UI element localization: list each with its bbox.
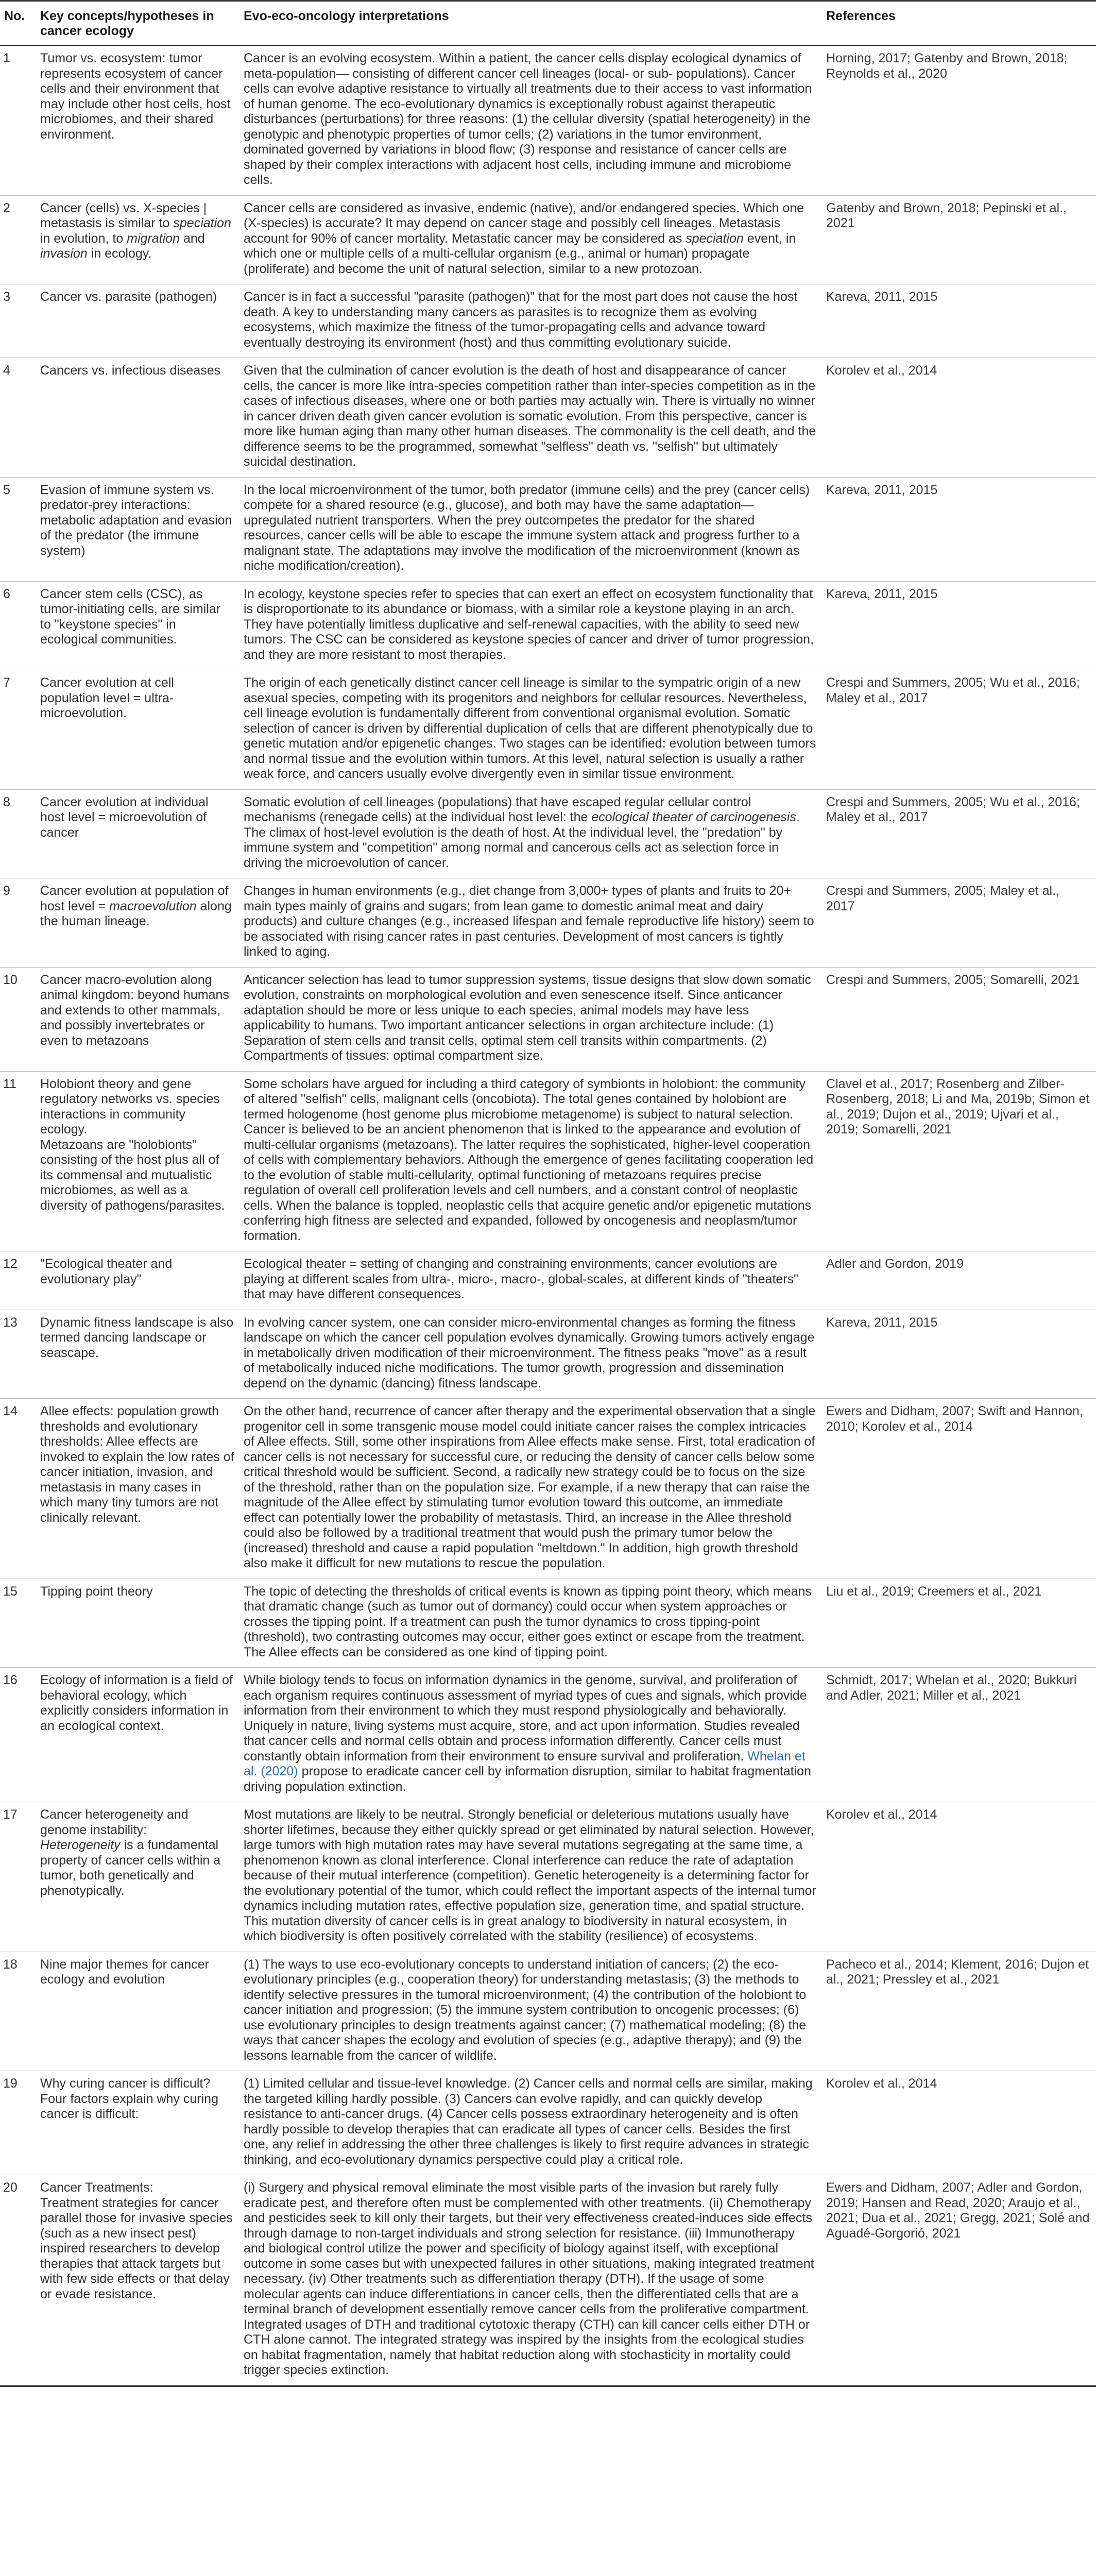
cell-text: Most mutations are likely to be neutral. Strongly beneficial or deleterious mutations usually have shorter lifetimes, because they either quickly spread or get eliminated by natural selection. However, large tumors with high mutation rates may have several mutations segregating at the same time, a phenomenon known as clonal interference. Clonal interference can reduce the rate of adaptation because of their mutual interference (competition). Genetic heterogeneity is a determining factor for the evolutionary potential of the tumor, which could reflect the important aspects of the internal tumor dynamics including mutation rates, effective population size, generation time, and spatial structure. This mutation diversity of cancer cells is in great analogy to biodiversity in natural ecosystem, in which biodiversity is often positively correlated with the stability (resilience) of ecosystems. xyxy=(244,1807,816,1943)
header-no: No. xyxy=(0,1,36,46)
table-row xyxy=(0,789,1096,878)
table-row xyxy=(0,2175,1096,2386)
table-row xyxy=(0,967,1096,1071)
interpretation-cell xyxy=(239,1668,822,1802)
key-concept-cell xyxy=(36,670,239,790)
key-concept-cell xyxy=(36,45,239,195)
cell-text: (i) Surgery and physical removal eliminate the most visible parts of the invasion but rarely fully eradicate pest, and therefore often must be complemented with other treatments. (ii) Chemotherapy and pesticides seek to kill only their targets, but their very effectiveness created-induces side effects through damage to non-target individuals and strong selection for resistance. (iii) Immunotherapy and biological control utilize the power and specificity of biology against itself, with exceptional outcome in some cases but with unexpected failures in other situations, making integrated treatment necessary. (iv) Other treatments such as differentiation therapy (DTH). If the usage of some molecular agents can induce differentiations in cancer cells, then the differentiated cells that are a terminal branch of development essentially remove cancer cells from the proliferative compartment. Integrated usages of DTH and traditional cytotoxic therapy (CTH) can kill cancer cells either DTH or CTH alone cannot. The integrated strategy was inspired by the insights from the ecological studies on habitat fragmentation, namely that habitat reduction along with stochasticity in mortality could trigger species extinction. xyxy=(244,2180,814,2377)
table-row xyxy=(0,477,1096,581)
cell-text: The topic of detecting the thresholds of critical events is known as tipping point theory, which means that dramatic change (such as tumor out of dormancy) could occur when system approaches or crosses the tipping point. If a treatment can push the tumor dynamics to cross tipping-point (threshold), two contrasting outcomes may occur, either goes extinct or escape from the treatment. The Allee effects can be considered as one kind of tipping point. xyxy=(244,1584,812,1659)
cell-text: Cancer evolution at population of host level = xyxy=(40,884,229,913)
cell-text: is a fundamental property of cancer cells within a tumor, both genetically and phenotypically. xyxy=(40,1838,221,1898)
cell-text: in ecology. xyxy=(87,246,152,261)
table-row xyxy=(0,1310,1096,1399)
header-key-concepts: Key concepts/hypotheses in cancer ecology xyxy=(36,1,239,46)
interpretation-cell xyxy=(239,2175,822,2386)
row-number: 7 xyxy=(0,670,36,790)
cell-text: . The climax of host-level evolution is the death of host. At the individual level, the "predation" by immune system and "competition" among normal and cancerous cells act as selection force in driving the microevolution of cancer. xyxy=(244,810,800,870)
references-cell: Korolev et al., 2014 xyxy=(822,358,1096,478)
row-number: 14 xyxy=(0,1399,36,1579)
references-cell: Korolev et al., 2014 xyxy=(822,1802,1096,1952)
references-cell: Liu et al., 2019; Creemers et al., 2021 xyxy=(822,1579,1096,1668)
references-cell: Schmidt, 2017; Whelan et al., 2020; Bukkuri and Adler, 2021; Miller et al., 2021 xyxy=(822,1668,1096,1802)
cell-text: Cancer is an evolving ecosystem. Within a patient, the cancer cells display ecological dynamics of meta-population— consisting of different cancer cell lineages (local- or sub- populations). Cancer cells can evolve adaptive resistance to virtually all treatments due to their access to vast information of human genome. The eco-evolutionary dynamics is exceptionally robust against therapeutic disturbances (perturbations) for three reasons: (1) the cellular diversity (spatial heterogeneity) in the genotypic and phenotypic properties of tumor cells; (2) variations in the tumor environment, dominated governed by variations in blood flow; (3) response and resistance of cancer cells are shaped by their complex interactions with adjacent host cells, including immune and microbiome cells. xyxy=(244,51,812,187)
interpretation-cell xyxy=(239,1310,822,1399)
key-concept-cell xyxy=(36,1668,239,1802)
cell-text: Somatic evolution of cell lineages (populations) that have escaped regular cellular control mechanisms (renegade cells) at the individual host level: the xyxy=(244,794,751,824)
references-cell: Kareva, 2011, 2015 xyxy=(822,284,1096,358)
table-row xyxy=(0,1802,1096,1952)
references-cell: Ewers and Didham, 2007; Swift and Hannon, 2010; Korolev et al., 2014 xyxy=(822,1399,1096,1579)
row-number: 20 xyxy=(0,2175,36,2386)
row-number: 11 xyxy=(0,1071,36,1251)
cell-text: In evolving cancer system, one can consider micro-environmental changes as forming the fitness landscape on which the cancer cell population evolves dynamically. Growing tumors actively engage in metabolically driven modification of their microenvironment. The fitness peaks "move" as a result of metabolically induced niche modifications. The tumor growth, progression and dissemination depend on the dynamic (dancing) fitness landscape. xyxy=(244,1315,815,1391)
references-cell: Crespi and Summers, 2005; Wu et al., 2016; Maley et al., 2017 xyxy=(822,670,1096,790)
interpretation-cell xyxy=(239,358,822,478)
cell-text: Cancer evolution at cell population level = ultra-microevolution. xyxy=(40,675,174,720)
key-concept-cell xyxy=(36,581,239,670)
table-row xyxy=(0,878,1096,968)
cell-text: Some scholars have argued for including a third category of symbionts in holobiont: the community of altered "selfish" cells, malignant cells (oncobiota). The total genes contained by holobiont are termed hologenome (host genome plus microbiome metagenome) is subject to natural selection. Cancer is believed to be an ancient phenomenon that is linked to the appearance and evolution of multi-cellular organisms (metazoans). The latter requires the sophisticated, higher-level cooperation of cells with complementary behaviors. Although the emergence of genes facilitating cooperation led to the evolution of stable multi-cellularity, optimal functioning of metazoans requires precise regulation of overall cell proliferation levels and cell numbers, and a constant control of neoplastic cells. When the balance is toppled, neoplastic cells that acquire genetic and/or epigenetic mutations conferring high fitness are selected and expanded, followed by oncogenesis and neoplasm/tumor formation. xyxy=(244,1076,814,1243)
row-number: 18 xyxy=(0,1952,36,2071)
references-cell: Crespi and Summers, 2005; Wu et al., 2016; Maley et al., 2017 xyxy=(822,789,1096,878)
interpretation-cell xyxy=(239,1399,822,1579)
row-number: 1 xyxy=(0,45,36,195)
cell-text: Cancer evolution at individual host level = microevolution of cancer xyxy=(40,794,209,840)
key-concept-cell xyxy=(36,1579,239,1668)
cell-text: Cancer Treatments: Treatment strategies for cancer parallel those for invasive species (such as a new insect pest) inspired researchers to develop therapies that attack targets but with few side effects or that delay or evade resistance. xyxy=(40,2180,233,2301)
cell-text: Tumor vs. ecosystem: tumor represents ecosystem of cancer cells and their environment that may include other host cells, host microbiomes, and their shared environment. xyxy=(40,51,231,142)
interpretation-cell xyxy=(239,1579,822,1668)
row-number: 10 xyxy=(0,967,36,1071)
references-cell: Pacheco et al., 2014; Klement, 2016; Dujon et al., 2021; Pressley et al., 2021 xyxy=(822,1952,1096,2071)
header-references: References xyxy=(822,1,1096,46)
table-row xyxy=(0,2071,1096,2175)
table-row xyxy=(0,358,1096,478)
cell-text: While biology tends to focus on information dynamics in the genome, survival, and proliferation of each organism requires continuous assessment of myriad types of cues and signals, which provide information from their environment to which they must respond physiologically and behaviorally. Uniquely in nature, living systems must acquire, store, and act upon information. Studies revealed that cancer cells and normal cells obtain and process information differently. Cancer cells must constantly obtain information from their environment to ensure survival and proliferation. xyxy=(244,1673,807,1764)
references-cell: Kareva, 2011, 2015 xyxy=(822,581,1096,670)
interpretation-cell xyxy=(239,2071,822,2175)
cell-text: Nine major themes for cancer ecology and evolution xyxy=(40,1957,209,1987)
interpretation-cell xyxy=(239,1802,822,1952)
row-number: 8 xyxy=(0,789,36,878)
cell-text: Cancer stem cells (CSC), as tumor-initiating cells, are similar to "keystone species" in ecological communities. xyxy=(40,586,221,647)
table-header-row xyxy=(0,1,1096,46)
interpretation-cell xyxy=(239,1071,822,1251)
row-number: 16 xyxy=(0,1668,36,1802)
cell-text: propose to eradicate cancer cell by information disruption, similar to habitat fragmentation driving population extinction. xyxy=(244,1764,811,1794)
cell-text: "Ecological theater and evolutionary play" xyxy=(40,1257,173,1286)
row-number: 13 xyxy=(0,1310,36,1399)
row-number: 3 xyxy=(0,284,36,358)
table-row xyxy=(0,581,1096,670)
cell-text: (1) The ways to use eco-evolutionary concepts to understand initiation of cancers; (2) the eco-evolutionary principles (e.g., cooperation theory) for understanding metastasis; (3) the methods to identify selective pressures in the tumoral microenvironment; (4) the contribution of the holobiont to cancer initiation and progression; (5) the immune system contribution to oncogenic processes; (6) use evolutionary principles to design treatments against cancer; (7) mathematical modeling; (8) the ways that cancer shapes the ecology and evolution of species (e.g., adaptive therapy); and (9) the lessons learnable from the cancer of wildlife. xyxy=(244,1957,807,2063)
key-concept-cell xyxy=(36,284,239,358)
cell-text: speciation xyxy=(686,231,744,246)
key-concept-cell xyxy=(36,477,239,581)
references-cell: Kareva, 2011, 2015 xyxy=(822,1310,1096,1399)
interpretation-cell xyxy=(239,581,822,670)
cell-text: Tipping point theory xyxy=(40,1584,153,1599)
cell-text: Changes in human environments (e.g., diet change from 3,000+ types of plants and fruits to 20+ main types mainly of grains and sugars; from lean game to domestic animal meat and dairy products) and culture changes (e.g., increased lifespan and female reproductive life history) seem to be associated with rising cancer rates in past centuries. Development of most cancers is tightly linked to aging. xyxy=(244,884,814,959)
row-number: 2 xyxy=(0,195,36,284)
header-interpretations: Evo-eco-oncology interpretations xyxy=(239,1,822,46)
cell-text: Cancer heterogeneity and genome instability: xyxy=(40,1807,189,1837)
cell-text: invasion xyxy=(40,246,88,261)
cell-text: Given that the culmination of cancer evolution is the death of host and disappearance of cancer cells, the cancer is more like intra-species competition rather than inter-species competition as in the cases of infectious diseases, where one or both parties may actually win. There is virtually no winner in cancer driven death given cancer evolution is somatic evolution. From this perspective, cancer is more like human aging than many other human diseases. The commonality is the cell death, and the difference seems to be the programmed, somewhat "selfless" death vs. "selfish" but ultimately suicidal destination. xyxy=(244,363,816,469)
cell-text: The origin of each genetically distinct cancer cell lineage is similar to the sympatric origin of a new asexual species, competing with its progenitors and neighbors for cellular resources. Nevertheless, cell lineage evolution is fundamentally different from conventional organismal evolution. Somatic selection of cancer is driven by differential duplication of cells that are different phenotypically due to genetic mutation and/or epigenetic changes. Two stages can be identified: evolution between tumors and normal tissue and the evolution within tumors. At this level, natural selection is usually a rather weak force, and cancers usually evolve divergently even in similar tissue environment. xyxy=(244,675,816,781)
references-cell: Ewers and Didham, 2007; Adler and Gordon, 2019; Hansen and Read, 2020; Araujo et al., 2021; Dua et al., 2021; Gregg, 2021; Solé and Aguadé-Gorgorió, 2021 xyxy=(822,2175,1096,2386)
cell-text: On the other hand, recurrence of cancer after therapy and the experimental observation that a single progenitor cell in some transgenic mouse model could initiate cancer raises the complex intricacies of Allee effects. Still, some other inspirations from Allee effects make sense. First, total eradication of cancer cells is not necessary for successful cure, or reducing the density of cancer cells below some critical threshold would be sufficient. Second, a radically new strategy could be to focus on the size of the threshold, rather than on the population size. For example, if a new therapy that can raise the magnitude of the Allee effect by stimulating tumor evolution toward this outcome, an immediate effect can potentially lower the probability of metastasis. Third, an increase in the Allee threshold could also be followed by a traditional treatment that would push the primary tumor below the (increased) threshold and cause a rapid population "meltdown." In addition, high growth threshold also make it difficult for new mutations to rescue the population. xyxy=(244,1404,816,1570)
key-concept-cell xyxy=(36,878,239,968)
table-row xyxy=(0,1399,1096,1579)
cell-text: along the human lineage. xyxy=(40,899,232,928)
key-concept-cell xyxy=(36,1802,239,1952)
row-number: 6 xyxy=(0,581,36,670)
row-number: 17 xyxy=(0,1802,36,1952)
key-concept-cell xyxy=(36,789,239,878)
table-row xyxy=(0,284,1096,358)
key-concept-cell xyxy=(36,2175,239,2386)
interpretation-cell xyxy=(239,45,822,195)
cell-text: macroevolution xyxy=(109,899,197,913)
references-cell: Crespi and Summers, 2005; Maley et al., 2017 xyxy=(822,878,1096,968)
references-cell: Adler and Gordon, 2019 xyxy=(822,1251,1096,1310)
key-concept-cell xyxy=(36,358,239,478)
references-cell: Horning, 2017; Gatenby and Brown, 2018; Reynolds et al., 2020 xyxy=(822,45,1096,195)
table-row xyxy=(0,670,1096,790)
cell-text: Allee effects: population growth thresholds and evolutionary thresholds: Allee effects are invoked to explain the low rates of cancer initiation, invasion, and metastasis in many cases in which many tiny tumors are not clinically relevant. xyxy=(40,1404,234,1525)
references-cell: Clavel et al., 2017; Rosenberg and Zilber-Rosenberg, 2018; Li and Ma, 2019b; Simon et al., 2019; Dujon et al., 2019; Ujvari et al., 2019; Somarelli, 2021 xyxy=(822,1071,1096,1251)
interpretation-cell xyxy=(239,284,822,358)
cell-text: In the local microenvironment of the tumor, both predator (immune cells) and the prey (cancer cells) compete for a shared resource (e.g., glucose), and both may have the same adaptation—upregulated nutrient transporters. When the prey outcompetes the predator for the shared resources, cancer cells will be able to escape the immune system attack and progress further to a malignant state. The adaptations may involve the modification of the microenvironment (known as niche modification/creation). xyxy=(244,482,810,573)
cell-text: Holobiont theory and gene regulatory networks vs. species interactions in community ecology. Metazoans are "holobionts" consisting of the host plus all of its commensal and mutualistic microbiomes, as well as a diversity of pathogens/parasites. xyxy=(40,1076,225,1213)
key-concept-cell xyxy=(36,1251,239,1310)
key-concept-cell xyxy=(36,1071,239,1251)
table-row xyxy=(0,1579,1096,1668)
cell-text: Anticancer selection has lead to tumor suppression systems, tissue designs that slow down somatic evolution, constraints on morphological evolution and even senescence itself. Since anticancer adaptation should be more or less unique to each species, animal models may have less applicability to humans. Two important anticancer selections in organ architecture include: (1) Separation of stem cells and transit cells, optimal stem cell transits within compartments. (2) Compartments of tissues: optimal compartment size. xyxy=(244,972,811,1063)
key-concept-cell xyxy=(36,967,239,1071)
cell-text: ecological theater of carcinogenesis xyxy=(591,810,796,824)
key-concept-cell xyxy=(36,1399,239,1579)
table-row xyxy=(0,195,1096,284)
references-cell: Kareva, 2011, 2015 xyxy=(822,477,1096,581)
table-row xyxy=(0,45,1096,195)
cell-text: speciation xyxy=(173,216,231,230)
cell-text: in evolution, to xyxy=(40,231,127,246)
cell-text: Cancer (cells) vs. X-species | metastasis is similar to xyxy=(40,200,207,230)
row-number: 15 xyxy=(0,1579,36,1668)
cell-text: Cancer cells are considered as invasive, endemic (native), and/or endangered species. Which one (X-species) is accurate? It may depend on cancer stage and possibly cell lineages. Metastasis account for 90% of cancer mortality. Metastatic cancer may be considered as xyxy=(244,200,804,246)
references-cell: Gatenby and Brown, 2018; Pepinski et al., 2021 xyxy=(822,195,1096,284)
table-row xyxy=(0,1071,1096,1251)
interpretation-cell xyxy=(239,670,822,790)
cell-text: Cancer macro-evolution along animal kingdom: beyond humans and extends to other mammals, and possibly invertebrates or even to metazoans xyxy=(40,972,229,1048)
references-cell: Crespi and Summers, 2005; Somarelli, 2021 xyxy=(822,967,1096,1071)
cell-text: Heterogeneity xyxy=(40,1838,121,1852)
cell-text: Cancers vs. infectious diseases xyxy=(40,363,221,378)
interpretation-cell xyxy=(239,967,822,1071)
interpretation-cell xyxy=(239,789,822,878)
row-number: 5 xyxy=(0,477,36,581)
interpretation-cell xyxy=(239,195,822,284)
table-row xyxy=(0,1668,1096,1802)
cell-text: Cancer is in fact a successful "parasite (pathogen)" that for the most part does not cause the host death. A key to understanding many cancers as parasites is to recognize them as evolving ecosystems, which maximize the fitness of the tumor-propagating cells and advance toward eventually destroying its environment (host) and thus committing evolutionary suicide. xyxy=(244,290,798,350)
row-number: 12 xyxy=(0,1251,36,1310)
cell-text: and xyxy=(180,231,205,246)
row-number: 19 xyxy=(0,2071,36,2175)
interpretation-cell xyxy=(239,1251,822,1310)
interpretation-cell xyxy=(239,477,822,581)
key-concept-cell xyxy=(36,2071,239,2175)
cell-text: (1) Limited cellular and tissue-level knowledge. (2) Cancer cells and normal cells are similar, making the targeted killing hardly possible. (3) Cancers can evolve rapidly, and can quickly develop resistance to anti-cancer drugs. (4) Cancer cells possess extraordinary heterogeneity and is often hardly possible to develop therapies that can eradicate all types of cancer cells. Besides the first one, any relief in addressing the other three challenges is likely to first require advances in strategic thinking, and eco-evolutionary dynamics perspective could play a critical role. xyxy=(244,2076,813,2167)
cell-text: Ecological theater = setting of changing and constraining environments; cancer evolutions are playing at different scales from ultra-, micro-, macro-, global-scales, at different kinds of "theaters" that may have different consequences. xyxy=(244,1257,799,1301)
row-number: 4 xyxy=(0,358,36,478)
table-row xyxy=(0,1251,1096,1310)
cell-text: Dynamic fitness landscape is also termed dancing landscape or seascape. xyxy=(40,1315,234,1360)
cell-text: event, in which one or multiple cells of a multi-cellular organism (e.g., animal or human) propagate (proliferate) and become the unit of natural selection, similar to a new protozoan. xyxy=(244,231,796,276)
cell-text: Ecology of information is a field of behavioral ecology, which explicitly considers information in an ecological context. xyxy=(40,1673,233,1733)
references-cell: Korolev et al., 2014 xyxy=(822,2071,1096,2175)
interpretation-cell xyxy=(239,1952,822,2071)
cell-text: Why curing cancer is difficult? Four factors explain why curing cancer is difficult: xyxy=(40,2076,218,2121)
key-concept-cell xyxy=(36,1310,239,1399)
key-concept-cell xyxy=(36,1952,239,2071)
row-number: 9 xyxy=(0,878,36,968)
cell-text: In ecology, keystone species refer to species that can exert an effect on ecosystem functionality that is disproportionate to its abundance or biomass, with a similar role a keystone playing in an arch. They have potentially limitless duplicative and self-renewal capacities, with the ability to seed new tumors. The CSC can be considered as keystone species of cancer and driver of tumor progression, and they are more resistant to most therapies. xyxy=(244,586,814,662)
reference-link[interactable]: Whelan et al. (2020) xyxy=(244,1749,806,1778)
key-concept-cell xyxy=(36,195,239,284)
interpretation-cell xyxy=(239,878,822,968)
cell-text: Evasion of immune system vs. predator-prey interactions: metabolic adaptation and evasion of the predator (the immune system) xyxy=(40,482,232,558)
table-row xyxy=(0,1952,1096,2071)
cell-text: migration xyxy=(127,231,180,246)
cell-text: Cancer vs. parasite (pathogen) xyxy=(40,290,217,304)
